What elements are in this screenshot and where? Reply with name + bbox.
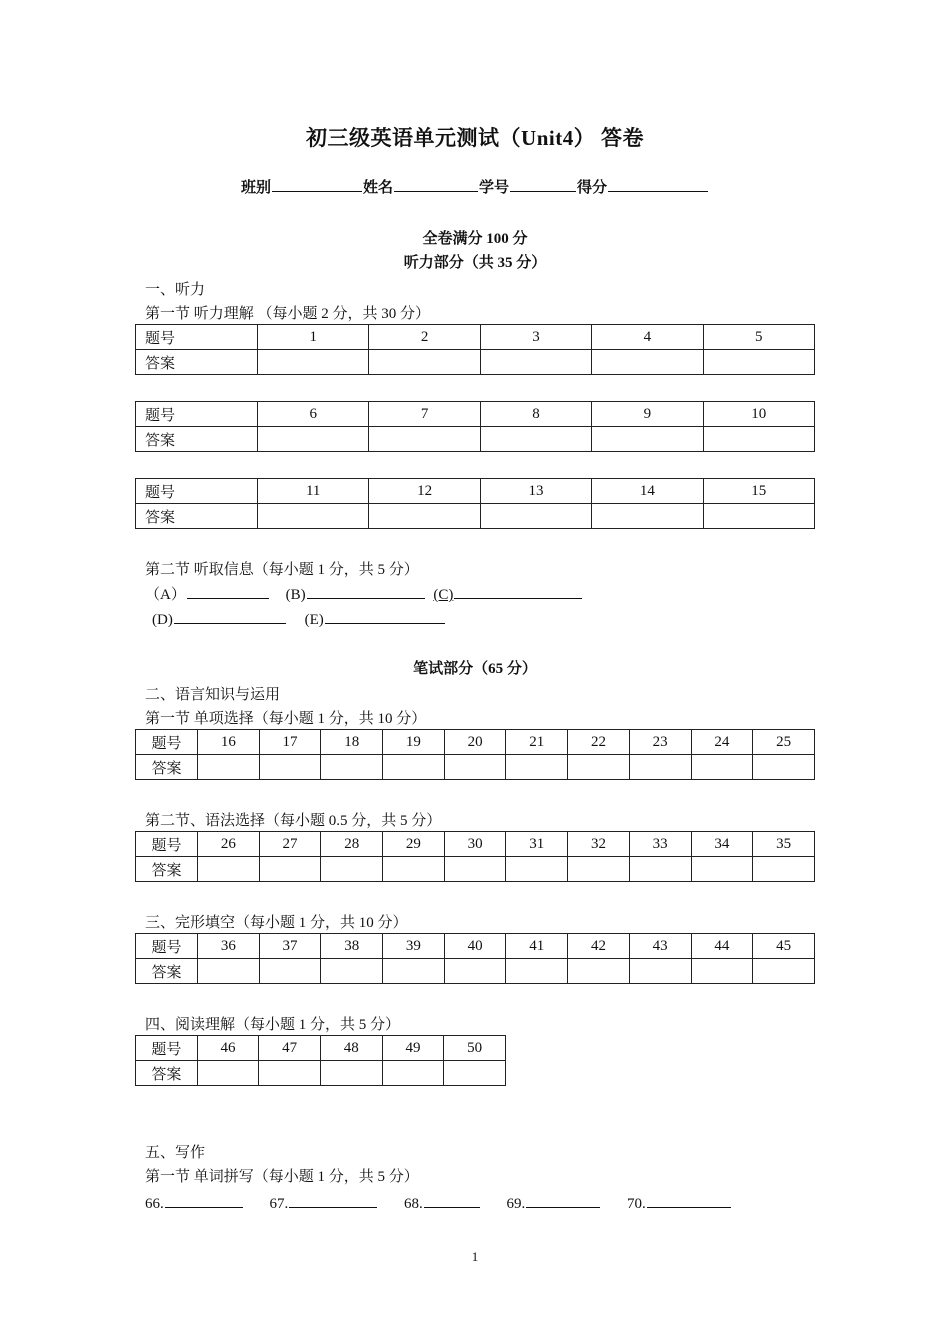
spelling-number: 69.	[506, 1196, 526, 1212]
question-number: 12	[369, 479, 480, 504]
question-number: 47	[259, 1036, 321, 1061]
row-label-ans: 答案	[136, 504, 258, 529]
row-label-num: 题号	[136, 1036, 198, 1061]
listening-heading: 听力部分（共 35 分）	[403, 255, 547, 271]
grammar-title: 第二节、语法选择（每小题 0.5 分，共 5 分）	[145, 813, 442, 829]
spelling-number: 70.	[627, 1196, 646, 1212]
answer-cell[interactable]	[480, 504, 591, 529]
blank-label-a: （A）	[145, 587, 186, 603]
question-number: 42	[568, 934, 630, 959]
question-number: 4	[592, 325, 703, 350]
blank-e[interactable]	[325, 608, 445, 624]
table-row	[136, 427, 815, 452]
answer-cell[interactable]	[592, 427, 703, 452]
answer-cell[interactable]	[480, 427, 591, 452]
question-number: 50	[444, 1036, 506, 1061]
question-number: 7	[369, 402, 480, 427]
answer-cell[interactable]	[197, 1061, 259, 1086]
answer-cell[interactable]	[568, 959, 630, 984]
answer-cell[interactable]	[703, 350, 814, 375]
answer-cell[interactable]	[691, 959, 753, 984]
spelling-title: 第一节 单词拼写（每小题 1 分，共 5 分）	[145, 1169, 419, 1185]
table-row	[136, 350, 815, 375]
answer-cell[interactable]	[444, 959, 506, 984]
answer-cell[interactable]	[568, 857, 630, 882]
question-number: 22	[568, 730, 630, 755]
table-row	[136, 1061, 506, 1086]
question-number: 35	[753, 832, 815, 857]
question-number: 2	[369, 325, 480, 350]
answer-cell[interactable]	[444, 857, 506, 882]
spelling-blank[interactable]	[424, 1192, 480, 1208]
question-number: 5	[703, 325, 814, 350]
answer-cell[interactable]	[383, 959, 445, 984]
listening-part1-title: 第一节 听力理解 （每小题 2 分，共 30 分）	[145, 306, 431, 322]
answer-cell[interactable]	[691, 857, 753, 882]
question-number: 20	[444, 730, 506, 755]
question-number: 40	[444, 934, 506, 959]
question-number: 29	[383, 832, 445, 857]
table-row	[136, 504, 815, 529]
answer-cell[interactable]	[369, 427, 480, 452]
blank-a[interactable]	[187, 583, 269, 599]
answer-cell[interactable]	[382, 1061, 444, 1086]
question-number: 48	[320, 1036, 382, 1061]
table-row	[136, 959, 815, 984]
question-number: 18	[321, 730, 383, 755]
score-blank[interactable]	[608, 176, 708, 192]
answer-cell[interactable]	[753, 857, 815, 882]
question-number: 27	[259, 832, 321, 857]
answer-cell[interactable]	[592, 350, 703, 375]
row-label-ans: 答案	[136, 427, 258, 452]
answer-table-16-25	[135, 729, 815, 780]
row-label-num: 题号	[136, 325, 258, 350]
row-label-num: 题号	[136, 730, 198, 755]
blank-b[interactable]	[307, 583, 425, 599]
table-row	[136, 832, 815, 857]
spelling-blank[interactable]	[165, 1192, 243, 1208]
question-number: 26	[198, 832, 260, 857]
answer-cell[interactable]	[506, 857, 568, 882]
spelling-blank[interactable]	[289, 1192, 377, 1208]
question-number: 30	[444, 832, 506, 857]
id-blank[interactable]	[510, 176, 576, 192]
answer-cell[interactable]	[592, 504, 703, 529]
answer-cell[interactable]	[321, 959, 383, 984]
answer-table-11-15	[135, 478, 815, 529]
answer-table-26-35	[135, 831, 815, 882]
row-label-num: 题号	[136, 479, 258, 504]
answer-cell[interactable]	[444, 1061, 506, 1086]
question-number: 10	[703, 402, 814, 427]
question-number: 16	[198, 730, 260, 755]
answer-cell[interactable]	[506, 755, 568, 780]
score-label: 得分	[577, 180, 608, 196]
question-number: 33	[629, 832, 691, 857]
table-row	[136, 1036, 506, 1061]
answer-cell[interactable]	[753, 755, 815, 780]
question-number: 8	[480, 402, 591, 427]
spelling-blanks	[145, 1192, 754, 1213]
question-number: 14	[592, 479, 703, 504]
answer-cell[interactable]	[321, 755, 383, 780]
info-blanks-row-2	[152, 608, 446, 629]
question-number: 24	[691, 730, 753, 755]
id-label: 学号	[479, 180, 510, 196]
section-1-title: 一、听力	[145, 282, 206, 298]
question-number: 46	[197, 1036, 259, 1061]
question-number: 34	[691, 832, 753, 857]
question-number: 49	[382, 1036, 444, 1061]
answer-cell[interactable]	[629, 959, 691, 984]
spelling-blank[interactable]	[526, 1192, 600, 1208]
question-number: 23	[629, 730, 691, 755]
question-number: 13	[480, 479, 591, 504]
question-number: 25	[753, 730, 815, 755]
info-blanks-row-1	[145, 583, 583, 604]
page-title: 初三级英语单元测试（Unit4） 答卷	[306, 126, 644, 150]
question-number: 31	[506, 832, 568, 857]
question-number: 9	[592, 402, 703, 427]
answer-cell[interactable]	[383, 857, 445, 882]
question-number: 15	[703, 479, 814, 504]
cloze-title: 三、完形填空（每小题 1 分，共 10 分）	[145, 915, 408, 931]
blank-label-b: (B)	[285, 587, 306, 603]
blank-label-c: (C)	[433, 587, 454, 603]
question-number: 43	[629, 934, 691, 959]
answer-cell[interactable]	[259, 755, 321, 780]
table-row	[136, 857, 815, 882]
answer-cell[interactable]	[258, 427, 369, 452]
answer-cell[interactable]	[480, 350, 591, 375]
question-number: 32	[568, 832, 630, 857]
class-blank[interactable]	[272, 176, 362, 192]
answer-cell[interactable]	[506, 959, 568, 984]
answer-cell[interactable]	[369, 504, 480, 529]
table-row	[136, 934, 815, 959]
table-row	[136, 325, 815, 350]
row-label-ans: 答案	[136, 1061, 198, 1086]
question-number: 3	[480, 325, 591, 350]
row-label-ans: 答案	[136, 959, 198, 984]
answer-cell[interactable]	[259, 1061, 321, 1086]
student-info-line	[0, 176, 950, 197]
answer-cell[interactable]	[444, 755, 506, 780]
answer-table-6-10	[135, 401, 815, 452]
row-label-ans: 答案	[136, 350, 258, 375]
question-number: 38	[321, 934, 383, 959]
answer-cell[interactable]	[568, 755, 630, 780]
spelling-number: 67.	[269, 1196, 289, 1212]
answer-cell[interactable]	[258, 504, 369, 529]
question-number: 6	[258, 402, 369, 427]
answer-table-36-45	[135, 933, 815, 984]
blank-c[interactable]	[454, 583, 582, 599]
answer-cell[interactable]	[198, 857, 260, 882]
single-choice-title: 第一节 单项选择（每小题 1 分，共 10 分）	[145, 711, 427, 727]
answer-cell[interactable]	[198, 755, 260, 780]
question-number: 28	[321, 832, 383, 857]
answer-cell[interactable]	[383, 755, 445, 780]
answer-cell[interactable]	[629, 857, 691, 882]
answer-cell[interactable]	[320, 1061, 382, 1086]
row-label-num: 题号	[136, 934, 198, 959]
answer-table-1-5	[135, 324, 815, 375]
blank-label-d: (D)	[152, 612, 173, 628]
question-number: 19	[383, 730, 445, 755]
row-label-ans: 答案	[136, 857, 198, 882]
answer-cell[interactable]	[259, 959, 321, 984]
answer-cell[interactable]	[691, 755, 753, 780]
row-label-num: 题号	[136, 402, 258, 427]
spelling-number: 66.	[145, 1196, 164, 1212]
question-number: 1	[258, 325, 369, 350]
question-number: 39	[383, 934, 445, 959]
blank-d[interactable]	[174, 608, 286, 624]
answer-cell[interactable]	[703, 504, 814, 529]
answer-cell[interactable]	[629, 755, 691, 780]
question-number: 37	[259, 934, 321, 959]
table-row	[136, 730, 815, 755]
answer-cell[interactable]	[258, 350, 369, 375]
question-number: 44	[691, 934, 753, 959]
question-number: 17	[259, 730, 321, 755]
question-number: 45	[753, 934, 815, 959]
reading-title: 四、阅读理解（每小题 1 分，共 5 分）	[145, 1017, 401, 1033]
question-number: 41	[506, 934, 568, 959]
section-2-title: 二、语言知识与运用	[145, 687, 281, 703]
total-score: 全卷满分 100 分	[422, 231, 528, 247]
name-label: 姓名	[362, 180, 393, 196]
table-row	[136, 479, 815, 504]
class-label: 班别	[240, 180, 271, 196]
answer-cell[interactable]	[703, 427, 814, 452]
answer-cell[interactable]	[753, 959, 815, 984]
question-number: 11	[258, 479, 369, 504]
question-number: 36	[198, 934, 260, 959]
answer-cell[interactable]	[321, 857, 383, 882]
table-row	[136, 402, 815, 427]
answer-table-46-50	[135, 1035, 506, 1086]
row-label-ans: 答案	[136, 755, 198, 780]
page-number: 1	[471, 1249, 479, 1264]
question-number: 21	[506, 730, 568, 755]
spelling-blank[interactable]	[647, 1192, 731, 1208]
answer-cell[interactable]	[259, 857, 321, 882]
writing-title: 五、写作	[145, 1145, 206, 1161]
answer-cell[interactable]	[369, 350, 480, 375]
table-row	[136, 755, 815, 780]
name-blank[interactable]	[394, 176, 478, 192]
answer-cell[interactable]	[198, 959, 260, 984]
blank-label-e: (E)	[304, 612, 324, 628]
spelling-number: 68.	[404, 1196, 423, 1212]
listening-part2-title: 第二节 听取信息（每小题 1 分，共 5 分）	[145, 562, 419, 578]
row-label-num: 题号	[136, 832, 198, 857]
written-heading: 笔试部分（65 分）	[413, 661, 537, 677]
